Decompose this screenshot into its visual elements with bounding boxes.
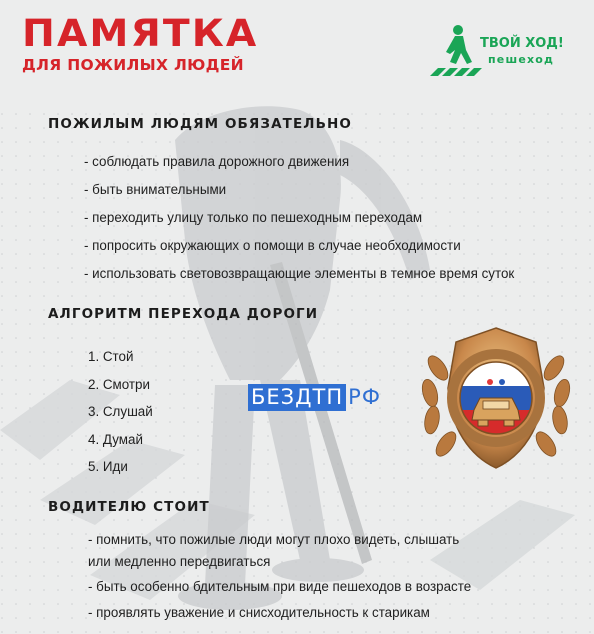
list-item: 1. Стой (88, 349, 134, 364)
logo-subtitle: пешеход (488, 53, 555, 66)
list-item: 4. Думай (88, 431, 143, 447)
section-heading-drivers: ВОДИТЕЛЮ СТОИТ (48, 499, 210, 515)
page-title: ПАМЯТКА (22, 12, 259, 55)
page-subtitle: ДЛЯ ПОЖИЛЫХ ЛЮДЕЙ (22, 56, 244, 74)
list-item: - помнить, что пожилые люди могут плохо видеть, слышать (88, 532, 460, 547)
driver-rules-list (88, 530, 471, 626)
list-item: - использовать световозвращающие элементы в темное время суток (84, 266, 515, 281)
watermark (248, 382, 398, 412)
crossing-algorithm-list (88, 343, 153, 481)
watermark-part2: РФ (348, 384, 381, 409)
list-item: 5. Иди (88, 459, 128, 474)
list-item: - проявлять уважение и снисходительность к старикам (88, 605, 430, 620)
list-item: - быть внимательными (84, 182, 227, 197)
section-heading-algorithm: АЛГОРИТМ ПЕРЕХОДА ДОРОГИ (48, 306, 319, 322)
list-item: - быть особенно бдительным при виде пешеходов в возрасте (88, 579, 472, 594)
traffic-police-emblem-icon (412, 318, 580, 478)
section-heading-elderly: ПОЖИЛЫМ ЛЮДЯМ ОБЯЗАТЕЛЬНО (48, 116, 352, 132)
list-item: 3. Слушай (88, 404, 153, 419)
list-item: - переходить улицу только по пешеходным переходам (84, 210, 423, 225)
brand-logo (428, 22, 578, 82)
pedestrian-crossing-icon (428, 22, 488, 82)
list-item: - соблюдать правила дорожного движения (84, 154, 350, 169)
elderly-rules-list (84, 148, 514, 288)
list-item: - попросить окружающих о помощи в случае необходимости (84, 238, 461, 253)
logo-title: ТВОЙ ХОД! (480, 36, 564, 51)
list-item: 2. Смотри (88, 376, 150, 392)
list-item: или медленно передвигаться (88, 554, 271, 569)
header (22, 12, 259, 74)
watermark-part1: БЕЗДТП (248, 384, 346, 411)
